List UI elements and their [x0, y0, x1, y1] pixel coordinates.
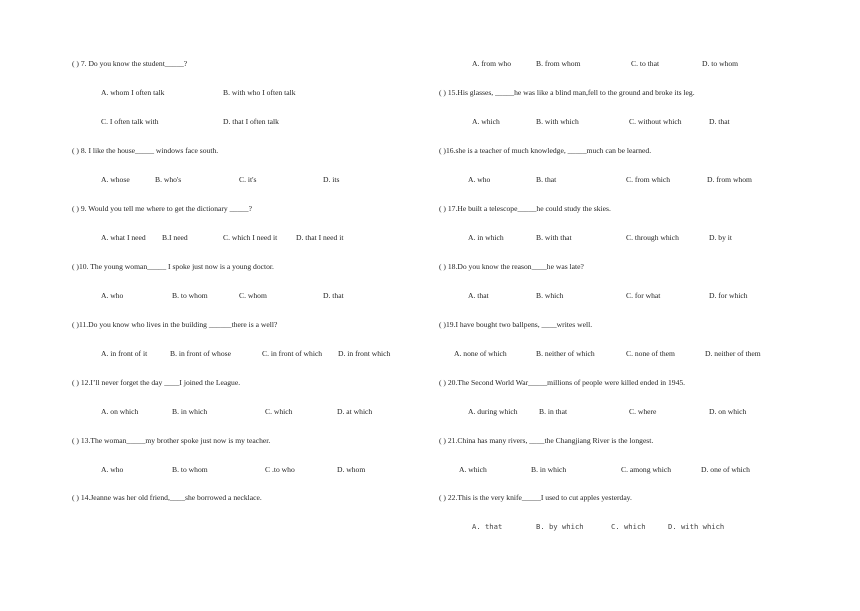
answer-option: D. by it [709, 233, 732, 242]
answer-option: A. which [459, 465, 487, 474]
answer-option: A. in front of it [101, 349, 148, 358]
answer-option: A. that [472, 522, 503, 531]
question-line: ( )10. The young woman_____ I spoke just now is a young doctor. [72, 262, 274, 271]
answer-option: C. whom [239, 291, 267, 300]
answer-option: A. who [101, 465, 124, 474]
answer-option: D. in front which [338, 349, 391, 358]
answer-option: C. which I need it [223, 233, 278, 242]
answer-option: D. to whom [702, 59, 739, 68]
answer-option: C .to who [265, 465, 295, 474]
answer-option: D. that I often talk [223, 117, 279, 126]
answer-option: A. what I need [101, 233, 146, 242]
answer-option: D. whom [337, 465, 366, 474]
answer-option: A. during which [468, 407, 518, 416]
question-line: ( )11.Do you know who lives in the building ______there is a well? [72, 320, 278, 329]
answer-option: D. that I need it [296, 233, 344, 242]
answer-option: C. for what [626, 291, 661, 300]
answer-option: D. that [323, 291, 344, 300]
answer-option: B. which [536, 291, 564, 300]
answer-option: C. among which [621, 465, 671, 474]
answer-option: D. with which [668, 522, 725, 531]
answer-option: C. without which [629, 117, 682, 126]
answer-option: C. which [611, 522, 646, 531]
answer-option: A. none of which [454, 349, 507, 358]
answer-option: D. neither of them [705, 349, 761, 358]
answer-option: B. with that [536, 233, 572, 242]
answer-option: D. from whom [707, 175, 752, 184]
answer-option: C. in front of which [262, 349, 323, 358]
question-line: ( ) 15.His glasses, _____he was like a blind man,fell to the ground and broke its leg. [439, 88, 695, 97]
answer-option: A. from who [472, 59, 512, 68]
answer-option: B. with who I often talk [223, 88, 296, 97]
question-line: ( ) 13.The woman_____my brother spoke just now is my teacher. [72, 436, 271, 445]
question-line: ( )19.I have bought two ballpens, ____writes well. [439, 320, 593, 329]
answer-option: D. that [709, 117, 730, 126]
answer-option: D. one of which [701, 465, 750, 474]
question-line: ( ) 21.China has many rivers, ____the Changjiang River is the longest. [439, 436, 654, 445]
answer-option: A. who [468, 175, 491, 184]
question-line: ( ) 9. Would you tell me where to get the dictionary _____? [72, 204, 252, 213]
answer-option: B. that [536, 175, 557, 184]
answer-option: C. none of them [626, 349, 675, 358]
answer-option: B. with which [536, 117, 579, 126]
question-line: ( )16.she is a teacher of much knowledge, _____much can be learned. [439, 146, 652, 155]
question-line: ( ) 18.Do you know the reason____he was late? [439, 262, 584, 271]
answer-option: D. at which [337, 407, 373, 416]
answer-option: B. who's [155, 175, 182, 184]
answer-option: B. from whom [536, 59, 581, 68]
answer-option: A. whom I often talk [101, 88, 165, 97]
answer-option: D. its [323, 175, 340, 184]
question-line: ( ) 8. I like the house_____ windows face south. [72, 146, 219, 155]
question-line: ( ) 22.This is the very knife_____I used to cut apples yesterday. [439, 493, 632, 502]
answer-option: B. to whom [172, 291, 208, 300]
answer-option: D. for which [709, 291, 748, 300]
question-line: ( ) 20.The Second World War_____millions of people were killed ended in 1945. [439, 378, 686, 387]
question-line: ( ) 12.I’ll never forget the day ____I joined the League. [72, 378, 241, 387]
question-line: ( ) 7. Do you know the student_____? [72, 59, 188, 68]
question-line: ( ) 17.He built a telescope_____he could study the skies. [439, 204, 611, 213]
answer-option: C. to that [631, 59, 660, 68]
answer-option: A. that [468, 291, 489, 300]
answer-option: B. in front of whose [170, 349, 231, 358]
answer-option: C. I often talk with [101, 117, 159, 126]
answer-option: C. through which [626, 233, 679, 242]
answer-option: B. to whom [172, 465, 208, 474]
question-line: ( ) 14.Jeanne was her old friend,____she borrowed a necklace. [72, 493, 262, 502]
answer-option: B. by which [536, 522, 584, 531]
answer-option: A. who [101, 291, 124, 300]
answer-option: C. it's [239, 175, 257, 184]
answer-option: A. which [472, 117, 500, 126]
answer-option: A. in which [468, 233, 504, 242]
answer-option: D. on which [709, 407, 747, 416]
answer-option: B. neither of which [536, 349, 595, 358]
answer-option: A. whose [101, 175, 130, 184]
answer-option: C. from which [626, 175, 671, 184]
answer-option: B. in that [539, 407, 568, 416]
answer-option: C. which [265, 407, 293, 416]
answer-option: B. in which [172, 407, 208, 416]
answer-option: B.I need [162, 233, 188, 242]
answer-option: B. in which [531, 465, 567, 474]
answer-option: A. on which [101, 407, 139, 416]
answer-option: C. where [629, 407, 657, 416]
